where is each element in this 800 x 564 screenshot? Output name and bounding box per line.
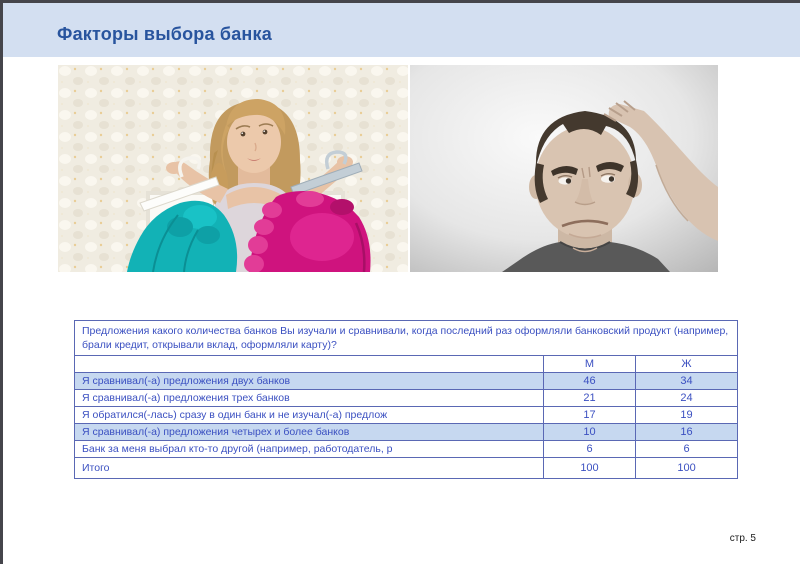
column-header-male: М	[544, 356, 636, 373]
value-male: 17	[544, 407, 636, 424]
total-row	[75, 458, 738, 479]
factor-label: Я сравнивал(-а) предложения трех банков	[75, 390, 544, 407]
page-number: стр. 5	[729, 533, 756, 544]
value-male: 10	[544, 424, 636, 441]
value-female: 34	[636, 373, 738, 390]
table-row	[75, 424, 738, 441]
table-row	[75, 373, 738, 390]
factor-label: Банк за меня выбрал кто-то другой (например, работодатель, р	[75, 441, 544, 458]
man-photo-illustration	[410, 65, 718, 272]
factors-table-body	[75, 321, 738, 479]
factor-label: Я сравнивал(-а) предложения четырех и более банков	[75, 424, 544, 441]
value-female: 24	[636, 390, 738, 407]
question-row	[75, 321, 738, 356]
factor-label: Я сравнивал(-а) предложения двух банков	[75, 373, 544, 390]
value-female: 19	[636, 407, 738, 424]
value-female: 100	[636, 458, 738, 479]
table-row	[75, 407, 738, 424]
woman-choosing-dresses-photo	[58, 65, 408, 272]
table-row	[75, 441, 738, 458]
value-male: 100	[544, 458, 636, 479]
value-male: 6	[544, 441, 636, 458]
value-male: 21	[544, 390, 636, 407]
slide-header	[3, 3, 800, 57]
value-female: 6	[636, 441, 738, 458]
factors-table	[74, 320, 738, 479]
factor-label: Я обратился(-лась) сразу в один банк и не изучал(-а) предлож	[75, 407, 544, 424]
empty-header-cell	[75, 356, 544, 373]
page-title: Факторы выбора банка	[57, 24, 272, 44]
man-scratching-head-photo	[410, 65, 718, 272]
value-female: 16	[636, 424, 738, 441]
column-header-female: Ж	[636, 356, 738, 373]
table-question: Предложения какого количества банков Вы изучали и сравнивали, когда последний раз оформляли банковский продукт (например, брали кредит, открывали вклад, оформляли карту)?	[75, 321, 738, 356]
woman-photo-illustration	[58, 65, 408, 272]
factor-label: Итого	[75, 458, 544, 479]
table-row	[75, 390, 738, 407]
value-male: 46	[544, 373, 636, 390]
column-header-row	[75, 356, 738, 373]
